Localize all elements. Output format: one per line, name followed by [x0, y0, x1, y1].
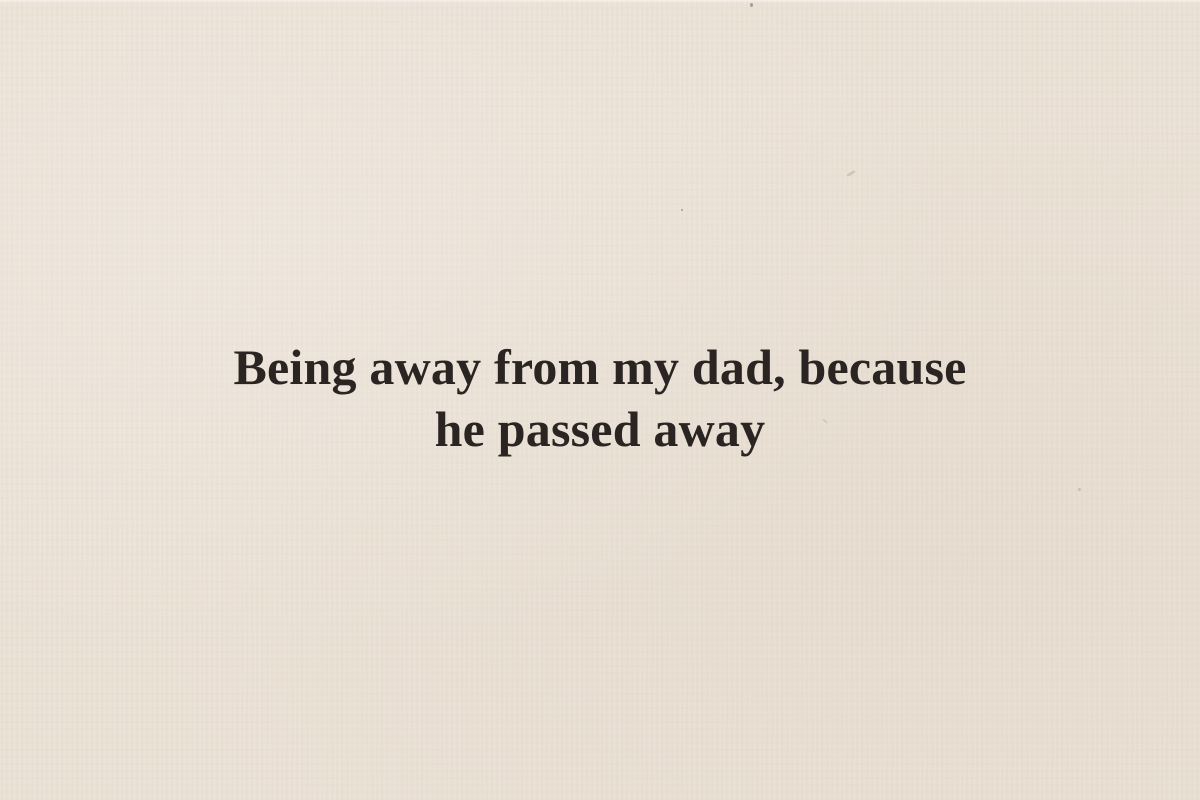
message-line-1: Being away from my dad, because	[233, 339, 967, 395]
paper-top-edge	[0, 0, 1200, 3]
printed-message	[0, 336, 1200, 460]
paper-speck	[681, 209, 683, 211]
paper-speck	[846, 170, 856, 178]
message-line-2: he passed away	[434, 401, 766, 457]
paper-speck	[1078, 488, 1081, 491]
paper-speck	[750, 3, 753, 7]
